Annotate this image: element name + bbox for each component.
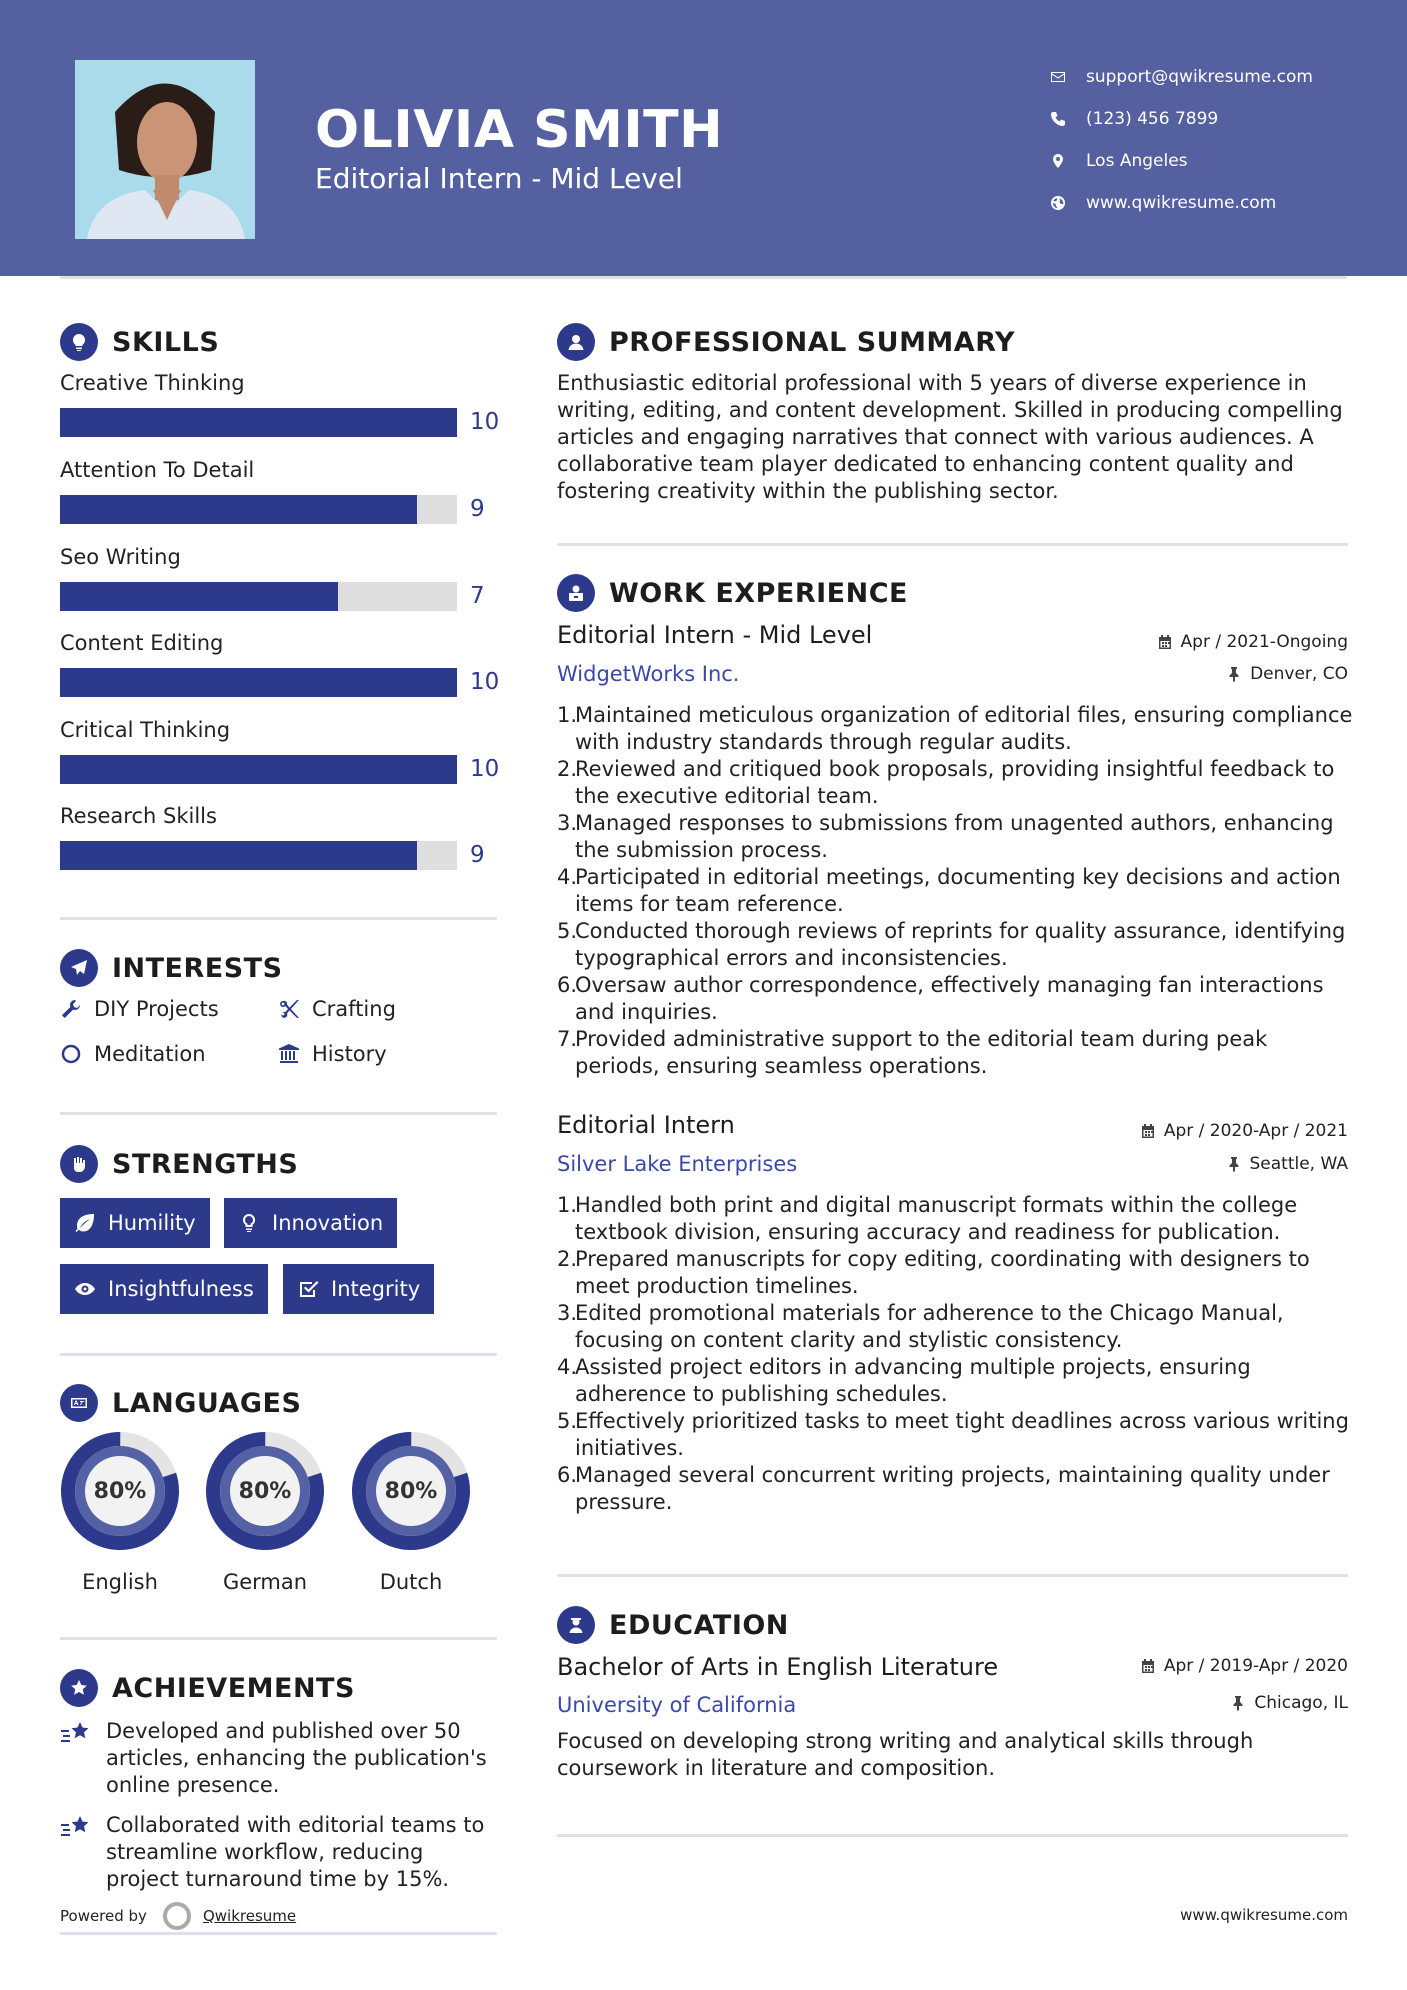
job-bullet: 6. Managed several concurrent writing projects, maintaining quality under pressure. — [557, 1462, 1357, 1516]
check-square-icon — [297, 1278, 319, 1300]
candidate-title: Editorial Intern - Mid Level — [315, 162, 683, 195]
powered-by-label: Powered by — [60, 1907, 147, 1925]
job-bullet-text: Edited promotional materials for adherence to the Chicago Manual, focusing on content clarity and stylistic consistency. — [575, 1301, 1284, 1352]
skill-label: Research Skills — [60, 804, 217, 828]
skills-heading — [60, 323, 219, 361]
job-location — [1226, 664, 1348, 684]
circle-icon — [60, 1043, 82, 1065]
interest-item — [278, 1042, 387, 1066]
job-bullet: 6. Oversaw author correspondence, effectively managing fan interactions and inquiries. — [557, 972, 1357, 1026]
calendar-icon — [1157, 634, 1173, 650]
skill-value: 10 — [470, 756, 500, 782]
achievement-text: Collaborated with editorial teams to streamline workflow, reducing project turnaround time by 15%. — [106, 1813, 485, 1891]
achievement-text: Developed and published over 50 articles, enhancing the publication's online presence. — [106, 1719, 487, 1797]
calendar-icon — [1140, 1658, 1156, 1674]
shooting-star-icon — [60, 1814, 92, 1842]
skill-value: 10 — [470, 669, 500, 695]
skill-value: 9 — [470, 496, 485, 522]
pushpin-icon — [1226, 666, 1242, 682]
language-name: German — [222, 1570, 308, 1594]
language-percent: 80% — [238, 1478, 292, 1504]
candidate-name: OLIVIA SMITH — [315, 100, 724, 160]
interest-item — [60, 1042, 206, 1066]
interests-title: INTERESTS — [112, 952, 283, 984]
language-name: Dutch — [379, 1570, 443, 1594]
skill-bar-fill — [60, 408, 457, 437]
skill-bar-fill — [60, 582, 338, 611]
interest-label: History — [312, 1042, 387, 1066]
leaf-icon — [74, 1212, 96, 1234]
language-name: English — [82, 1570, 158, 1594]
strength-label: Integrity — [331, 1277, 421, 1301]
website-text[interactable]: www.qwikresume.com — [1086, 193, 1277, 213]
skill-bar-fill — [60, 495, 417, 524]
skill-value: 7 — [470, 583, 485, 609]
strength-label: Insightfulness — [108, 1277, 254, 1301]
wrench-icon — [60, 998, 82, 1020]
language-item — [204, 1430, 326, 1594]
education-dates-text: Apr / 2019-Apr / 2020 — [1163, 1656, 1348, 1676]
job-bullet: 3. Managed responses to submissions from unagented authors, enhancing the submission process. — [557, 810, 1357, 864]
contact-list — [1050, 56, 1313, 224]
skill-bar — [60, 582, 457, 611]
languages-heading — [60, 1384, 301, 1422]
job-dates — [1140, 1121, 1348, 1141]
job-bullet: 1. Maintained meticulous organization of editorial files, ensuring compliance with industry standards through regular audits. — [557, 702, 1357, 756]
globe-icon — [1050, 195, 1086, 211]
skill-label: Content Editing — [60, 631, 224, 655]
section-divider — [60, 1637, 497, 1640]
job-title: Editorial Intern — [557, 1111, 735, 1139]
strength-label: Innovation — [272, 1211, 384, 1235]
job-bullet-text: Reviewed and critiqued book proposals, providing insightful feedback to the executive editorial team. — [575, 757, 1335, 808]
interest-item — [60, 997, 219, 1021]
job-bullet-text: Managed responses to submissions from unagented authors, enhancing the submission process. — [575, 811, 1334, 862]
languages-title: LANGUAGES — [112, 1387, 302, 1419]
section-divider — [557, 1574, 1348, 1577]
map-pin-icon — [1050, 153, 1086, 169]
interest-label: Meditation — [94, 1042, 206, 1066]
experience-heading — [557, 574, 908, 612]
envelope-icon — [1050, 69, 1086, 85]
contact-phone[interactable] — [1050, 98, 1313, 140]
raised-fist-icon — [60, 1145, 98, 1183]
achievements-heading — [60, 1669, 355, 1707]
job-location — [1226, 1154, 1349, 1174]
skill-label: Attention To Detail — [60, 458, 255, 482]
job-bullets — [557, 1192, 1357, 1516]
experience-title: WORK EXPERIENCE — [609, 577, 908, 609]
skill-label: Seo Writing — [60, 545, 181, 569]
skill-bar-fill — [60, 841, 417, 870]
skill-bar — [60, 755, 457, 784]
strength-badge — [60, 1264, 268, 1314]
paper-plane-icon — [60, 949, 98, 987]
shooting-star-icon — [60, 1720, 92, 1748]
job-bullet-text: Assisted project editors in advancing multiple projects, ensuring adherence to publishing schedules. — [575, 1355, 1251, 1406]
qwikresume-link[interactable]: Qwikresume — [202, 1907, 297, 1925]
job-bullet-text: Oversaw author correspondence, effectively managing fan interactions and inquiries. — [575, 973, 1324, 1024]
resume-header — [0, 0, 1407, 276]
achievement-item — [60, 1718, 500, 1799]
skills-title: SKILLS — [112, 326, 220, 358]
job-bullet: 2. Prepared manuscripts for copy editing, coordinating with designers to meet production timelines. — [557, 1246, 1357, 1300]
education-dates — [1140, 1656, 1348, 1676]
skill-bar-fill — [60, 668, 457, 697]
section-divider — [60, 1353, 497, 1356]
skill-value: 10 — [470, 409, 500, 435]
language-percent: 80% — [384, 1478, 438, 1504]
scissors-icon — [278, 998, 300, 1020]
phone-icon — [1050, 111, 1086, 127]
skill-bar — [60, 668, 457, 697]
strengths-heading — [60, 1145, 298, 1183]
contact-location — [1050, 140, 1313, 182]
calendar-icon — [1140, 1123, 1156, 1139]
email-text[interactable]: support@qwikresume.com — [1086, 67, 1313, 87]
section-divider — [557, 543, 1348, 546]
summary-heading — [557, 323, 1015, 361]
qwikresume-logo-icon — [163, 1902, 191, 1930]
strength-badge — [60, 1198, 210, 1248]
pushpin-icon — [1226, 1156, 1242, 1172]
job-bullet: 5. Effectively prioritized tasks to meet tight deadlines across various writing initiatives. — [557, 1408, 1357, 1462]
contact-email[interactable] — [1050, 56, 1313, 98]
language-percent: 80% — [93, 1478, 147, 1504]
interests-heading — [60, 949, 283, 987]
achievement-item — [60, 1812, 500, 1893]
star-badge-icon — [60, 1669, 98, 1707]
job-company: WidgetWorks Inc. — [557, 662, 740, 686]
education-degree: Bachelor of Arts in English Literature — [557, 1653, 999, 1681]
skill-value: 9 — [470, 842, 485, 868]
job-bullet-text: Provided administrative support to the editorial team during peak periods, ensuring seamless operations. — [575, 1027, 1268, 1078]
job-dates-text: Apr / 2021-Ongoing — [1180, 632, 1348, 652]
graduate-icon — [557, 1606, 595, 1644]
job-location-text: Seattle, WA — [1249, 1154, 1348, 1174]
job-bullet-text: Managed several concurrent writing projects, maintaining quality under pressure. — [575, 1463, 1330, 1514]
education-heading — [557, 1606, 789, 1644]
powered-by — [60, 1902, 296, 1930]
strength-label: Humility — [108, 1211, 196, 1235]
job-bullet: 4. Participated in editorial meetings, documenting key decisions and action items for team reference. — [557, 864, 1357, 918]
education-location-text: Chicago, IL — [1254, 1693, 1348, 1713]
eye-icon — [74, 1278, 96, 1300]
job-bullet: 5. Conducted thorough reviews of reprints for quality assurance, identifying typographical errors and inconsistencies. — [557, 918, 1357, 972]
language-item — [350, 1430, 472, 1594]
section-divider — [60, 1932, 497, 1935]
footer-website[interactable]: www.qwikresume.com — [1180, 1906, 1348, 1924]
interest-item — [278, 997, 396, 1021]
header-divider — [60, 276, 1347, 279]
skill-label: Creative Thinking — [60, 371, 245, 395]
summary-title: PROFESSIONAL SUMMARY — [609, 326, 1016, 358]
skill-bar-fill — [60, 755, 457, 784]
museum-icon — [278, 1043, 300, 1065]
section-divider — [557, 1834, 1348, 1837]
lightbulb-icon — [238, 1212, 260, 1234]
job-bullet: 3. Edited promotional materials for adherence to the Chicago Manual, focusing on content clarity and stylistic consistency. — [557, 1300, 1357, 1354]
job-bullet-text: Handled both print and digital manuscript formats within the college textbook division, ensuring accuracy and readiness for publication. — [575, 1193, 1298, 1244]
skill-bar — [60, 841, 457, 870]
job-bullet: 2. Reviewed and critiqued book proposals, providing insightful feedback to the executive editorial team. — [557, 756, 1357, 810]
language-icon — [60, 1384, 98, 1422]
location-text: Los Angeles — [1086, 151, 1188, 171]
summary-text: Enthusiastic editorial professional with 5 years of diverse experience in writing, editing, and content development. Skilled in producing compelling articles and engaging narratives that connect with various audiences. A collaborative team player dedicated to enhancing content quality and fostering creativity within the publishing sector. — [557, 371, 1343, 503]
strength-badge — [283, 1264, 434, 1314]
phone-text[interactable]: (123) 456 7899 — [1086, 109, 1219, 129]
strength-badge — [224, 1198, 397, 1248]
section-divider — [60, 917, 497, 920]
skill-bar — [60, 495, 457, 524]
job-dates — [1157, 632, 1348, 652]
pushpin-icon — [1230, 1695, 1246, 1711]
education-location — [1230, 1693, 1348, 1713]
interest-label: Crafting — [312, 997, 396, 1021]
job-bullet-text: Participated in editorial meetings, documenting key decisions and action items for team reference. — [575, 865, 1341, 916]
job-company: Silver Lake Enterprises — [557, 1152, 798, 1176]
user-icon — [557, 323, 595, 361]
job-bullet-text: Maintained meticulous organization of editorial files, ensuring compliance with industry standards through regular audits. — [575, 703, 1353, 754]
interest-label: DIY Projects — [94, 997, 219, 1021]
job-bullet-text: Conducted thorough reviews of reprints for quality assurance, identifying typographical errors and inconsistencies. — [575, 919, 1346, 970]
job-location-text: Denver, CO — [1250, 664, 1348, 684]
job-bullets — [557, 702, 1357, 1080]
achievements-title: ACHIEVEMENTS — [112, 1672, 355, 1704]
education-description: Focused on developing strong writing and analytical skills through coursework in literature and composition. — [557, 1729, 1254, 1780]
job-bullet: 4. Assisted project editors in advancing multiple projects, ensuring adherence to publishing schedules. — [557, 1354, 1357, 1408]
profile-photo — [75, 60, 255, 239]
strengths-title: STRENGTHS — [112, 1148, 299, 1180]
language-item — [59, 1430, 181, 1594]
education-school: University of California — [557, 1693, 797, 1717]
section-divider — [60, 1112, 497, 1115]
job-bullet-text: Effectively prioritized tasks to meet tight deadlines across various writing initiatives. — [575, 1409, 1349, 1460]
lightbulb-icon — [60, 323, 98, 361]
education-title: EDUCATION — [609, 1609, 789, 1641]
skill-label: Critical Thinking — [60, 718, 231, 742]
job-bullet: 1. Handled both print and digital manuscript formats within the college textbook division, ensuring accuracy and readiness for publication. — [557, 1192, 1357, 1246]
job-bullet: 7. Provided administrative support to the editorial team during peak periods, ensuring seamless operations. — [557, 1026, 1357, 1080]
briefcase-user-icon — [557, 574, 595, 612]
job-bullet-text: Prepared manuscripts for copy editing, coordinating with designers to meet production timelines. — [575, 1247, 1310, 1298]
job-title: Editorial Intern - Mid Level — [557, 621, 873, 649]
job-dates-text: Apr / 2020-Apr / 2021 — [1163, 1121, 1348, 1141]
skill-bar — [60, 408, 457, 437]
contact-website[interactable] — [1050, 182, 1313, 224]
